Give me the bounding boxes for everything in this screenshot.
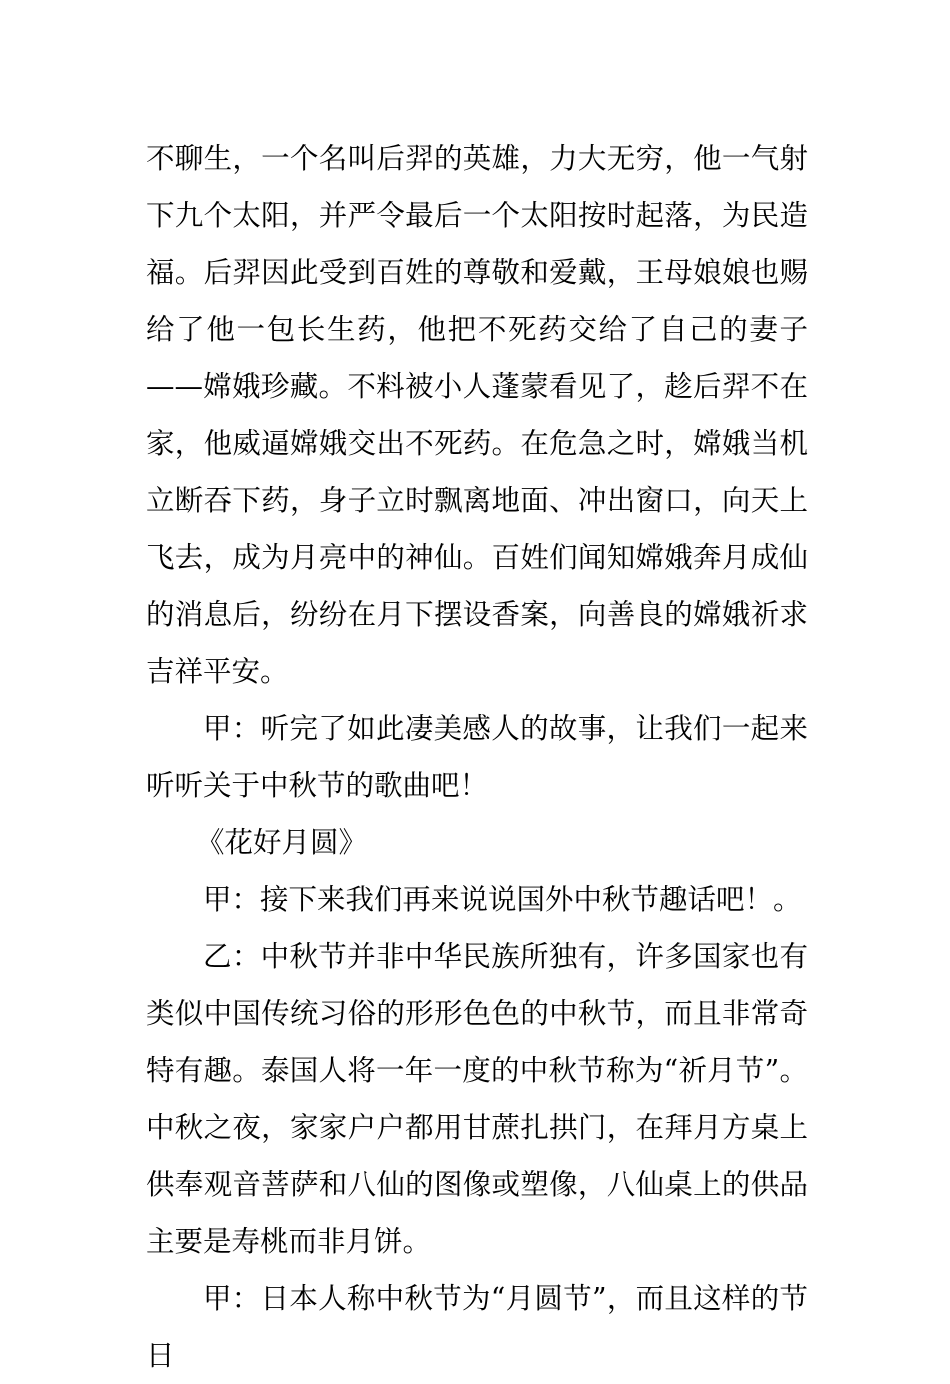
story-paragraph: 不聊生，一个名叫后羿的英雄，力大无穷，他一气射下九个太阳，并严令最后一个太阳按时起落，为民造福。后羿因此受到百姓的尊敬和爱戴，王母娘娘也赐给了他一包长生药，他把不死药交给了自己的妻子——嫦娥珍藏。不料被小人蓬蒙看见了，趁后羿不在家，他威逼嫦娥交出不死药。在危急之时，嫦娥当机立断吞下药，身子立时飘离地面、冲出窗口，向天上飞去，成为月亮中的神仙。百姓们闻知嫦娥奔月成仙的消息后，纷纷在月下摆设香案，向善良的嫦娥祈求吉祥平安。 [146,142,808,688]
song-title: 《花好月圆》 [196,826,368,859]
document-page [146,130,808,1384]
dialogue-paragraph-jia-3: 甲：日本人称中秋节为“月圆节”，而且这样的节日 [146,1282,808,1372]
dialogue-paragraph-jia-2: 甲：接下来我们再来说说国外中秋节趣话吧！。 [203,883,802,916]
dialogue-paragraph-jia-1: 甲：听完了如此凄美感人的故事，让我们一起来听听关于中秋节的歌曲吧！ [146,712,808,802]
dialogue-paragraph-yi-1: 乙：中秋节并非中华民族所独有，许多国家也有类似中国传统习俗的形形色色的中秋节，而且非常奇特有趣。泰国人将一年一度的中秋节称为“祈月节”。中秋之夜，家家户户都用甘蔗扎拱门，在拜月方桌上供奉观音菩萨和八仙的图像或塑像，八仙桌上的供品主要是寿桃而非月饼。 [146,940,808,1258]
